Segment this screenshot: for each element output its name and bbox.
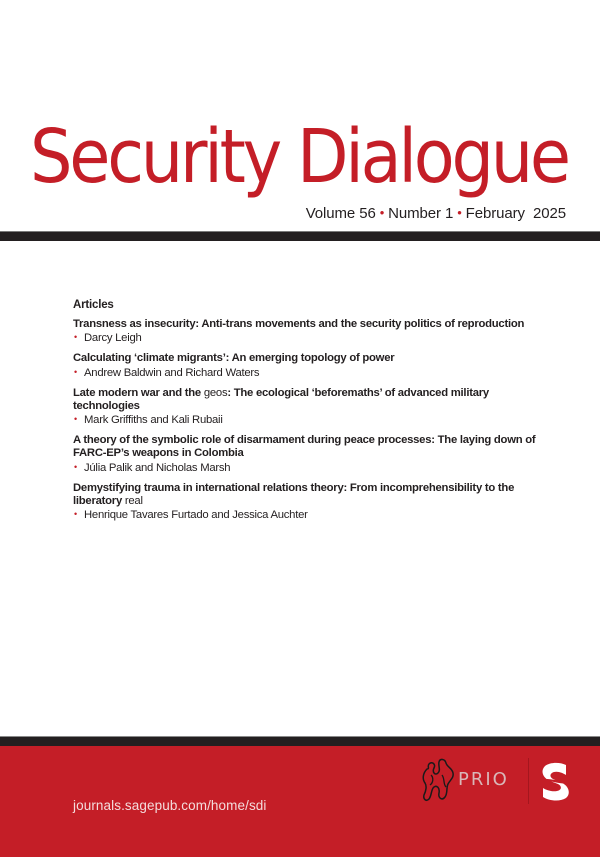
title-part: Demystifying trauma in international relations theory: From incomprehensibility to the liberatory [73,481,518,508]
article-authors [73,413,543,427]
title-part: Late modern war and the [73,386,204,399]
article-authors [73,331,543,345]
article-entry[interactable] [73,387,543,428]
authors-text: Darcy Leigh [84,332,142,345]
logo-divider [528,758,529,804]
sage-s-logo-icon [540,761,570,803]
prio-logo-text: PRIO [458,769,509,790]
journal-title: Security Dialogue [30,114,568,200]
article-title[interactable]: Transness as insecurity: Anti-trans movements and the security politics of reproduction [73,318,525,330]
footer-band [0,746,600,857]
title-plain-word: real [124,495,143,508]
article-entry[interactable] [73,352,543,379]
authors-text: Andrew Baldwin and Richard Waters [84,366,260,379]
article-entry[interactable] [73,482,543,523]
prio-figure-logo-icon [421,755,457,805]
article-title[interactable]: A theory of the symbolic role of disarmament during peace processes: The laying down of FARC-EP’s weapons in Colombia [73,434,536,460]
prio-logo [421,755,519,805]
table-of-contents [73,298,543,529]
bullet-icon: • [74,461,77,472]
separator-dot: • [457,205,462,220]
bullet-icon: • [74,332,77,343]
authors-text: Henrique Tavares Furtado and Jessica Auchter [84,509,308,522]
title-plain-word: geos [203,386,228,399]
bullet-icon: • [74,509,77,520]
bottom-divider-bar [0,737,600,746]
bullet-icon: • [74,414,77,425]
section-heading: Articles [73,299,114,311]
article-title[interactable]: Calculating ‘climate migrants’: An emerging topology of power [73,352,395,365]
article-authors [73,366,543,380]
bullet-icon: • [74,366,77,377]
article-authors [73,508,543,522]
article-title[interactable] [73,482,543,509]
issue-info [306,205,566,223]
authors-text: Mark Griffiths and Kali Rubaii [84,414,223,427]
authors-text: Júlia Palik and Nicholas Marsh [84,461,231,474]
volume-label: Volume 56 [305,205,376,222]
number-label: Number 1 [388,205,454,222]
date-label: February 2025 [465,205,566,222]
journal-url-link[interactable]: journals.sagepub.com/home/sdi [73,798,267,813]
article-entry[interactable] [73,318,543,345]
top-divider-bar [0,232,600,241]
article-authors [73,461,543,475]
title-part: : The ecological ‘beforemaths’ of advanced military technologies [73,386,489,412]
article-entry[interactable] [73,434,543,475]
article-title[interactable] [73,387,543,414]
separator-dot: • [379,205,385,220]
